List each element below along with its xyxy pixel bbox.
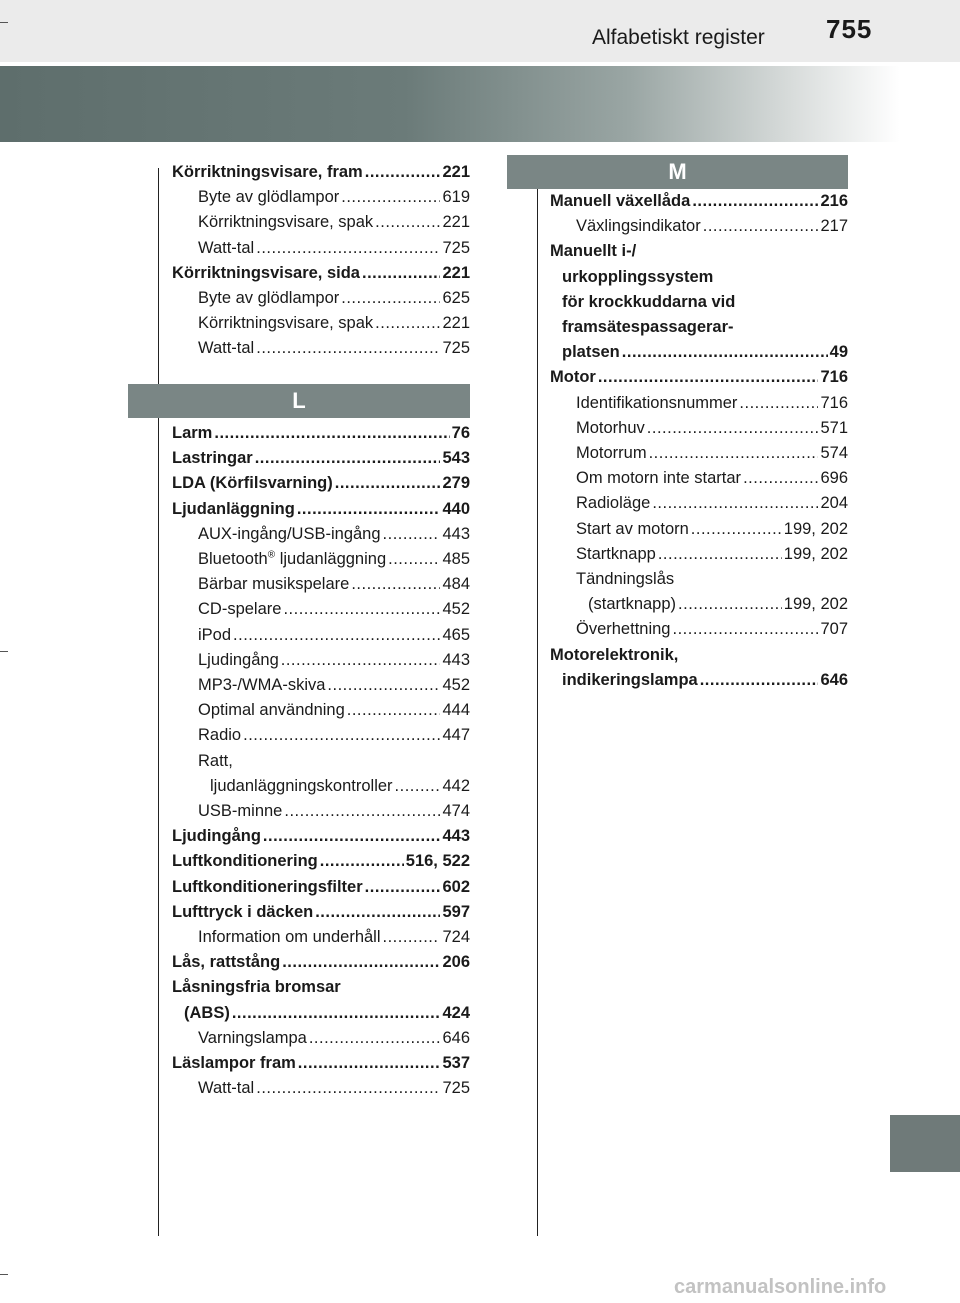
index-subentry[interactable]: Överhettning ..... 707 bbox=[550, 617, 848, 642]
index-subentry[interactable]: Start av motorn ..... 199, 202 bbox=[550, 517, 848, 542]
index-subentry[interactable]: Optimal användning ..... 444 bbox=[172, 698, 470, 723]
index-subentry[interactable]: (startknapp) ..... 199, 202 bbox=[550, 592, 848, 617]
index-subentry[interactable]: Information om underhåll ..... 724 bbox=[172, 925, 470, 950]
index-subentry[interactable]: AUX-ingång/USB-ingång ..... 443 bbox=[172, 522, 470, 547]
index-entry-label: Manuellt i-/ bbox=[550, 242, 637, 261]
index-entry[interactable]: Ljudingång ..... 443 bbox=[172, 824, 470, 849]
index-entry[interactable]: Larm ..... 76 bbox=[172, 421, 470, 446]
index-subentry[interactable]: Körriktningsvisare, spak ..... 221 bbox=[172, 311, 470, 336]
index-entry[interactable]: Ljudanläggning ..... 440 bbox=[172, 497, 470, 522]
index-subentry[interactable]: Ljudingång ..... 443 bbox=[172, 648, 470, 673]
index-entry[interactable]: Läslampor fram ..... 537 bbox=[172, 1051, 470, 1076]
section-title: Alfabetiskt register bbox=[592, 26, 765, 49]
index-subentry[interactable]: Watt-tal ..... 725 bbox=[172, 236, 470, 261]
index-subentry[interactable]: Varningslampa ..... 646 bbox=[172, 1026, 470, 1051]
index-entry[interactable]: (ABS) ..... 424 bbox=[172, 1001, 470, 1026]
index-subentry[interactable]: CD-spelare ..... 452 bbox=[172, 597, 470, 622]
index-entry[interactable]: Motor ..... 716 bbox=[550, 365, 848, 390]
header-gradient-band bbox=[0, 66, 900, 142]
index-subentry[interactable]: USB-minne ..... 474 bbox=[172, 799, 470, 824]
index-column-left-k bbox=[172, 160, 470, 362]
index-entry[interactable]: Lås, rattstång ..... 206 bbox=[172, 950, 470, 975]
index-entry[interactable]: platsen ..... 49 bbox=[550, 340, 848, 365]
index-subentry[interactable]: MP3-/WMA-skiva ..... 452 bbox=[172, 673, 470, 698]
index-column-right-m bbox=[550, 189, 848, 693]
index-subentry[interactable]: Watt-tal ..... 725 bbox=[172, 336, 470, 361]
crop-mark bbox=[0, 1274, 8, 1275]
index-subentry[interactable]: Växlingsindikator ..... 217 bbox=[550, 214, 848, 239]
page-header bbox=[0, 0, 960, 62]
index-subentry-label: Ratt, bbox=[198, 751, 233, 770]
index-subentry[interactable]: ljudanläggningskontroller ..... 442 bbox=[172, 774, 470, 799]
letter-header-l: L bbox=[128, 384, 470, 418]
index-subentry[interactable]: Körriktningsvisare, spak ..... 221 bbox=[172, 210, 470, 235]
index-column-left-l bbox=[172, 421, 470, 1101]
chapter-tab bbox=[890, 1115, 960, 1172]
index-entry-label: Låsningsfria bromsar bbox=[172, 978, 341, 997]
index-entry-label: för krockkuddarna vid bbox=[562, 292, 736, 311]
index-entry[interactable]: Körriktningsvisare, fram ..... 221 bbox=[172, 160, 470, 185]
page-number: 755 bbox=[826, 14, 873, 44]
index-subentry[interactable]: Motorhuv ..... 571 bbox=[550, 416, 848, 441]
index-subentry[interactable]: Byte av glödlampor ..... 625 bbox=[172, 286, 470, 311]
index-entry[interactable]: Körriktningsvisare, sida ..... 221 bbox=[172, 261, 470, 286]
index-entry[interactable]: Luftkonditioneringsfilter ..... 602 bbox=[172, 875, 470, 900]
index-subentry[interactable]: Startknapp ..... 199, 202 bbox=[550, 542, 848, 567]
watermark: carmanualsonline.info bbox=[674, 1276, 887, 1298]
crop-mark bbox=[0, 651, 8, 652]
index-entry-label: urkopplingssystem bbox=[562, 267, 714, 286]
index-subentry[interactable]: Identifikationsnummer ..... 716 bbox=[550, 391, 848, 416]
index-subentry[interactable]: Bluetooth® ljudanläggning ..... 485 bbox=[172, 547, 470, 572]
index-subentry[interactable]: Watt-tal ..... 725 bbox=[172, 1076, 470, 1101]
index-subentry[interactable]: Motorrum ..... 574 bbox=[550, 441, 848, 466]
index-entry-label: framsätespassagerar- bbox=[562, 318, 734, 337]
index-subentry[interactable]: Byte av glödlampor ..... 619 bbox=[172, 185, 470, 210]
column-divider-right bbox=[537, 168, 538, 1236]
index-subentry[interactable]: iPod ..... 465 bbox=[172, 623, 470, 648]
index-entry[interactable]: indikeringslampa ..... 646 bbox=[550, 668, 848, 693]
index-entry[interactable]: Lastringar ..... 543 bbox=[172, 446, 470, 471]
index-subentry-label: Tändningslås bbox=[576, 570, 675, 589]
index-subentry[interactable]: Om motorn inte startar ..... 696 bbox=[550, 466, 848, 491]
index-entry[interactable]: Luftkonditionering ..... 516, 522 bbox=[172, 849, 470, 874]
index-entry[interactable]: Lufttryck i däcken ..... 597 bbox=[172, 900, 470, 925]
index-subentry[interactable]: Radioläge ..... 204 bbox=[550, 491, 848, 516]
crop-mark bbox=[0, 22, 8, 23]
letter-header-m: M bbox=[507, 155, 848, 189]
column-divider-left bbox=[158, 168, 159, 1236]
index-entry-label: Motorelektronik, bbox=[550, 645, 679, 664]
index-entry[interactable]: Manuell växellåda ..... 216 bbox=[550, 189, 848, 214]
index-subentry[interactable]: Radio ..... 447 bbox=[172, 723, 470, 748]
index-entry[interactable]: LDA (Körfilsvarning) ..... 279 bbox=[172, 471, 470, 496]
index-subentry[interactable]: Bärbar musikspelare ..... 484 bbox=[172, 572, 470, 597]
